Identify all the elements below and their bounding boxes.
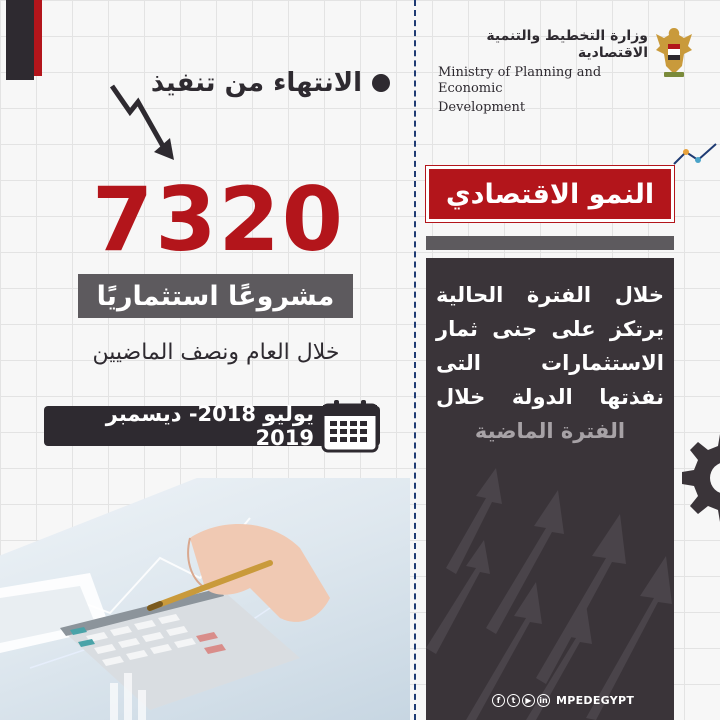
section-title: النمو الاقتصادي (426, 166, 674, 222)
ministry-header (438, 28, 648, 116)
projects-label: مشروعًا استثماريًا (78, 274, 353, 318)
project-count: 7320 (92, 168, 345, 271)
corner-decoration-dark (6, 0, 34, 80)
eagle-emblem-icon (652, 24, 696, 80)
trend-line-icon (672, 140, 720, 170)
social-footer (492, 694, 634, 707)
ministry-name-english-line1: Ministry of Planning and Economic (438, 64, 602, 96)
facebook-icon[interactable]: f (492, 694, 505, 707)
gear-icon (678, 430, 720, 526)
headline (151, 68, 390, 98)
zigzag-arrow-icon (108, 82, 178, 162)
period-text: خلال العام ونصف الماضيين (92, 340, 340, 365)
panel-body (436, 278, 664, 448)
panel-line: نفذتها الدولة خلال (436, 385, 664, 409)
calendar-icon (320, 398, 380, 454)
ministry-name-arabic: وزارة التخطيط والتنمية الاقتصادية (486, 28, 648, 61)
panel-line-highlight: الفترة الماضية (474, 419, 626, 443)
rising-arrows-background (426, 418, 674, 720)
text-panel (426, 258, 674, 720)
title-underline-bar (426, 236, 674, 250)
youtube-icon[interactable]: ▶ (522, 694, 535, 707)
panel-line: خلال الفترة الحالية (436, 283, 664, 307)
bullet-dot-icon (372, 74, 390, 92)
corner-decoration-red (34, 0, 42, 76)
twitter-icon[interactable]: t (507, 694, 520, 707)
headline-text: الانتهاء من تنفيذ (150, 68, 362, 98)
linkedin-icon[interactable]: in (537, 694, 550, 707)
dashed-divider (414, 0, 416, 720)
panel-line: الاستثمارات التى (436, 351, 664, 375)
social-handle[interactable]: MPEDEGYPT (556, 694, 635, 707)
ministry-name-english-line2: Development (438, 100, 526, 116)
calculator-photo (0, 478, 410, 720)
panel-line: يرتكز على جنى ثمار (436, 317, 664, 341)
date-range-text: يوليو 2018- ديسمبر 2019 (105, 402, 314, 450)
calculator-illustration (0, 478, 410, 720)
